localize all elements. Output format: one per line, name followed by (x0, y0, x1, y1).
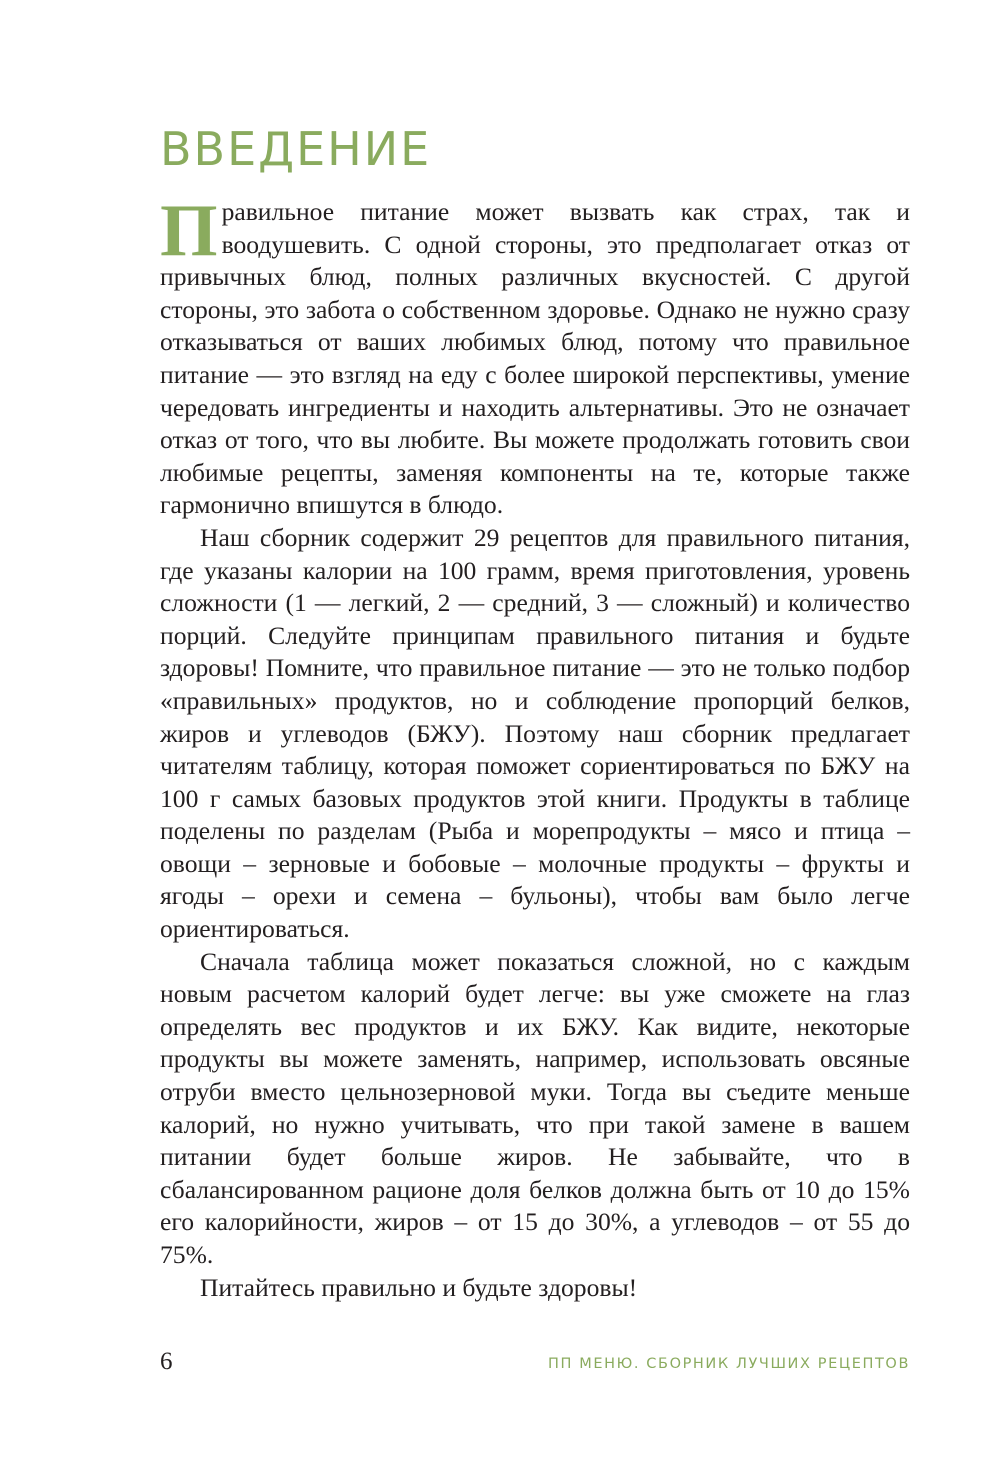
paragraph-4: Питайтесь правильно и будьте здоровы! (200, 1272, 638, 1302)
chapter-body (160, 190, 910, 1304)
paragraph-2: Наш сборник содержит 29 рецептов для правильного питания, где указаны калории на 100 грамм, время приготовления, уровень сложности (1 — легкий, 2 — средний, 3 — сложный) и количество порций. Следуйте принципам правильного питания и будьте здоровы! Помните, что правильное питание — это не только подбор «правильных» продуктов, но и соблюдение пропорций белков, жиров и углеводов (БЖУ). Поэтому наш сборник предлагает читателям таблицу, которая поможет сориентироваться по БЖУ на 100 г самых базовых продуктов этой книги. Продукты в таблице поделены по разделам (Рыба и морепродукты – мясо и птица – овощи – зерновые и бобовые – молочные продукты – фрукты и ягоды – орехи и семена – бульоны), чтобы вам было легче ориентироваться. (160, 522, 910, 944)
page-number: 6 (160, 1348, 173, 1375)
paragraph-1 (160, 190, 910, 522)
drop-cap: П (160, 190, 218, 272)
paragraph-3: Сначала таблица может показаться сложной, но с каждым новым расчетом калорий будет легче: вы уже сможете на глаз определять вес продуктов и их БЖУ. Как видите, некоторые продукты вы можете заменять, например, использовать овсяные отруби вместо цельнозерновой муки. Тогда вы съедите меньше калорий, но нужно учитывать, что при такой замене в вашем питании будет больше жиров. Не забывайте, что в сбалансированном рационе доля белков должна быть от 10 до 15% его калорийности, жиров – от 15 до 30%, а углеводов – от 55 до 75%. (160, 946, 910, 1269)
chapter-title: ВВЕДЕНИЕ (160, 122, 432, 176)
paragraph-1-text: равильное питание может вызвать как страх, так и воодушевить. С одной стороны, это предполагает отказ от привычных блюд, полных различных вкусностей. С другой стороны, это забота о собственном здоровье. Однако не нужно сразу отказываться от ваших любимых блюд, потому что правильное питание — это взгляд на еду с более широкой перспективы, умение чередовать ингредиенты и находить альтернативы. Это не означает отказ от того, что вы любите. Вы можете продолжать готовить свои любимые рецепты, заменяя компоненты на те, которые также гармонично впишутся в блюдо. (160, 197, 910, 520)
running-footer-title: ПП МЕНЮ. СБОРНИК ЛУЧШИХ РЕЦЕПТОВ (548, 1356, 910, 1372)
